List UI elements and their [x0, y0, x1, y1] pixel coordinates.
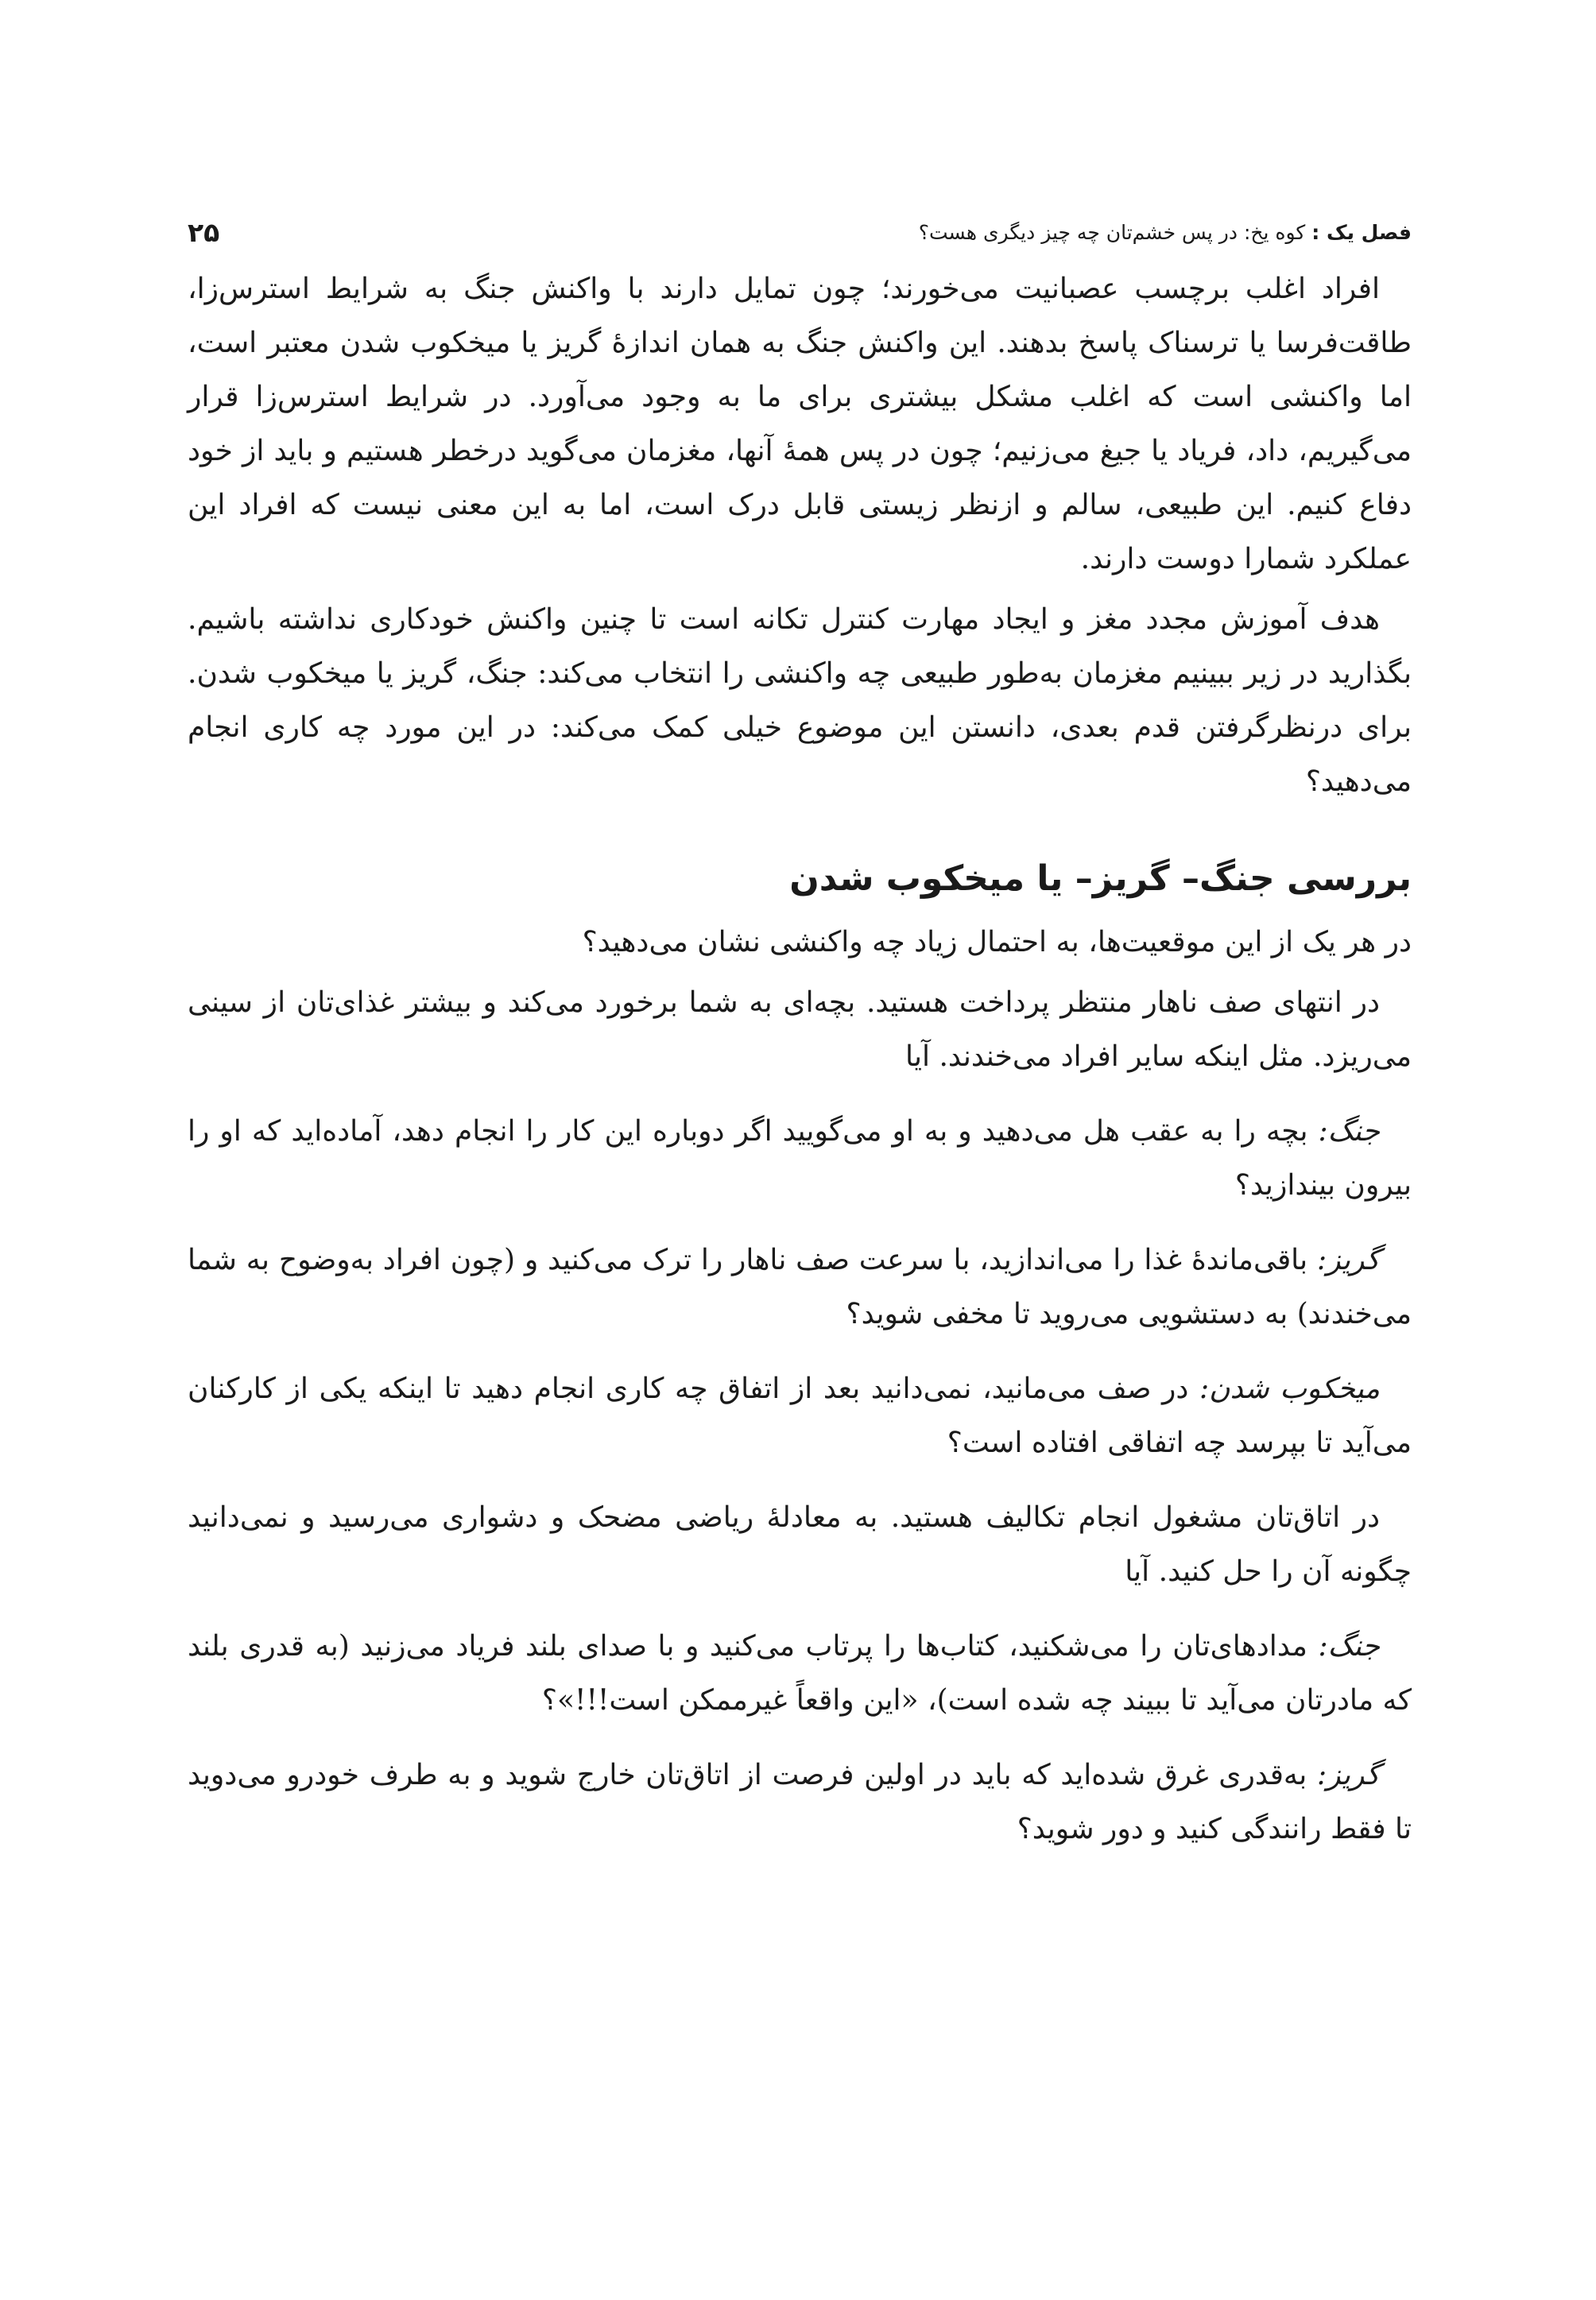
option-text: بچه را به عقب هل می‌دهید و به او می‌گویید اگر دوباره این کار را انجام دهد، آماده‌اید که او را بیرون بیندازید؟	[188, 1115, 1412, 1202]
scenario-2-flight-option	[188, 1748, 1412, 1857]
option-label: گریز:	[1316, 1759, 1380, 1791]
intro-paragraph-1: افراد اغلب برچسب عصبانیت می‌خورند؛ چون تمایل دارند با واکنش جنگ به شرایط استرس‌زا، طاقت‌فرسا یا ترسناک پاسخ بدهند. این واکنش جنگ به همان اندازهٔ گریز یا میخکوب شدن معتبر است، اما واکنشی است که اغلب مشکل بیشتری برای ما به وجود می‌آورد. در شرایط استرس‌زا قرار می‌گیریم، داد، فریاد یا جیغ می‌زنیم؛ چون در پس همهٔ آنها، مغزمان می‌گوید درخطر هستیم و باید از خود دفاع کنیم. این طبیعی، سالم و ازنظر زیستی قابل درک است، اما به این معنی نیست که افراد این عملکرد شمارا دوست دارند.	[188, 273, 1412, 575]
scenario-2-text: در اتاق‌تان مشغول انجام تکالیف هستید. به معادلهٔ ریاضی مضحک و دشواری می‌رسید و نمی‌دانید چگونه آن را حل کنید. آیا	[188, 1501, 1412, 1588]
option-text: باقی‌ماندهٔ غذا را می‌اندازید، با سرعت صف ناهار را ترک می‌کنید و (چون افراد به‌وضوح به شما می‌خندند) به دستشویی می‌روید تا مخفی شوید؟	[188, 1244, 1412, 1330]
option-label: جنگ:	[1318, 1630, 1380, 1663]
scenario-1-fight-option	[188, 1105, 1412, 1213]
option-text: مدادهای‌تان را می‌شکنید، کتاب‌ها را پرتاب می‌کنید و با صدای بلند فریاد می‌زنید (به قدری بلند که مادرتان می‌آید تا ببیند چه شده است)، «این واقعاً غیرممکن است!!!»؟	[188, 1630, 1412, 1717]
option-text: در صف می‌مانید، نمی‌دانید بعد از اتفاق چه کاری انجام دهید تا اینکه یکی از کارکنان می‌آید تا بپرسد چه اتفاقی افتاده است؟	[188, 1373, 1412, 1459]
scenario-2-fight-option	[188, 1620, 1412, 1728]
option-label: میخکوب شدن:	[1199, 1373, 1380, 1405]
option-label: گریز:	[1316, 1244, 1380, 1276]
section-question: در هر یک از این موقعیت‌ها، به احتمال زیاد چه واکنشی نشان می‌دهید؟	[582, 926, 1412, 958]
section-heading: بررسی جنگ– گریز– یا میخکوب شدن	[789, 858, 1412, 899]
page-number: ۲۵	[188, 216, 220, 248]
chapter-label: فصل یک :	[1311, 220, 1412, 244]
scenario-1-freeze-option	[188, 1362, 1412, 1470]
intro-paragraph-2: هدف آموزش مجدد مغز و ایجاد مهارت کنترل تکانه است تا چنین واکنش خودکاری نداشته باشیم. بگذارید در زیر ببینیم مغزمان به‌طور طبیعی چه واکنشی را انتخاب می‌کند: جنگ، گریز یا میخکوب شدن. برای درنظرگرفتن قدم بعدی، دانستن این موضوع خیلی کمک می‌کند: در این مورد چه کاری انجام می‌دهید؟	[188, 603, 1412, 798]
page-body	[188, 262, 1412, 1857]
chapter-title: کوه یخ: در پس خشم‌تان چه چیز دیگری هست؟	[918, 220, 1306, 244]
chapter-header	[919, 221, 1412, 244]
option-text: به‌قدری غرق شده‌اید که باید در اولین فرصت از اتاق‌تان خارج شوید و به طرف خودرو می‌دوید تا فقط رانندگی کنید و دور شوید؟	[188, 1759, 1412, 1845]
scenario-1-text: در انتهای صف ناهار منتظر پرداخت هستید. بچه‌ای به شما برخورد می‌کند و بیشتر غذای‌تان از سینی می‌ریزد. مثل اینکه سایر افراد می‌خندند. آیا	[188, 986, 1412, 1073]
running-head	[188, 208, 1412, 256]
scenario-1-flight-option	[188, 1233, 1412, 1342]
option-label: جنگ:	[1318, 1115, 1380, 1148]
